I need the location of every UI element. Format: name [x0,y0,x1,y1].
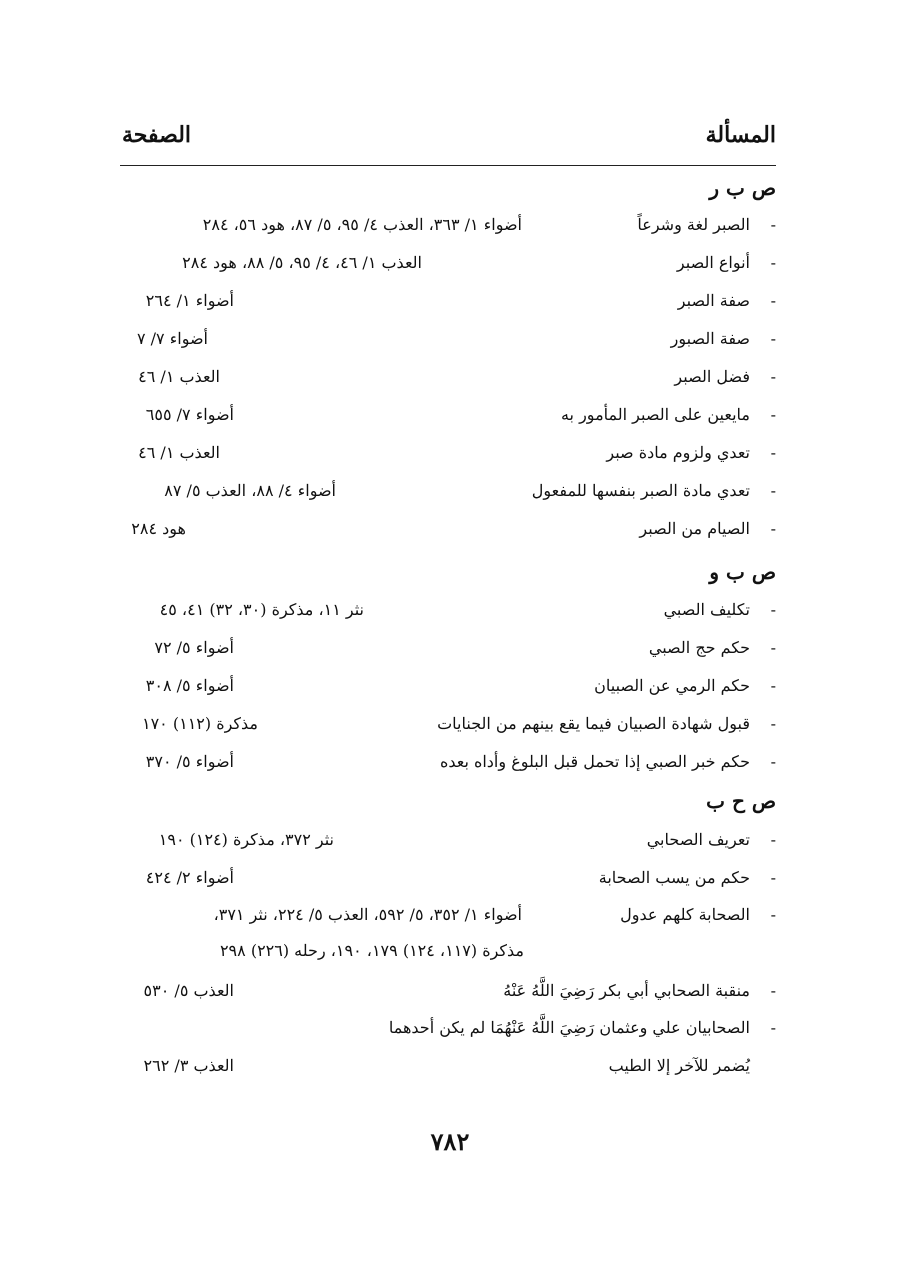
entry-reference: أضواء ١/ ٣٦٣، العذب ٤/ ٩٥، ٥/ ٨٧، هود ٥٦، ٢٨٤ [202,215,522,234]
page-number: ٧٨٢ [430,1127,470,1156]
entry-topic: منقبة الصحابي أبي بكر رَضِيَ اللَّهُ عَنْهُ [503,981,750,1000]
index-entry-continuation [118,1052,776,1082]
entry-dash: - [770,253,776,272]
entry-reference: هود ٢٨٤ [131,519,186,538]
entry-topic: حكم خبر الصبي إذا تحمل قبل البلوغ وأداه بعده [439,752,750,771]
entry-reference-continuation: مذكرة (١١٧، ١٢٤) ١٧٩، ١٩٠، رحله (٢٢٦) ٢٩٨ [219,941,524,960]
entry-reference: العذب ٥/ ٥٣٠ [143,981,234,1000]
entry-topic-continuation: يُضمر للآخر إلا الطيب [608,1056,750,1075]
entry-dash: - [770,291,776,310]
entry-reference: العذب ٣/ ٢٦٢ [143,1056,234,1075]
index-entry [118,634,776,664]
index-entry [118,515,776,545]
index-entry [118,325,776,355]
entry-dash: - [770,519,776,538]
index-entry [118,1014,776,1044]
entry-reference: أضواء ٧/ ٧ [136,329,208,348]
section-heading: ص ح ب [706,789,776,813]
entry-reference: نثر ١١، مذكرة (٣٠، ٣٢) ٤١، ٤٥ [159,600,364,619]
index-entry [118,864,776,894]
entry-dash: - [770,830,776,849]
entry-dash: - [770,367,776,386]
header-rule [120,165,776,166]
entry-dash: - [770,329,776,348]
column-header-issue: المسألة [705,122,776,148]
entry-reference: أضواء ٢/ ٤٢٤ [145,868,234,887]
entry-dash: - [770,481,776,500]
index-entry [118,672,776,702]
index-entry [118,748,776,778]
entry-topic: الصحابة كلهم عدول [620,905,750,924]
entry-topic: صفة الصبور [670,329,750,348]
entry-dash: - [770,676,776,695]
entry-topic: فضل الصبر [674,367,750,386]
entry-reference: أضواء ٤/ ٨٨، العذب ٥/ ٨٧ [164,481,336,500]
entry-dash: - [770,868,776,887]
index-entry [118,477,776,507]
column-header-page: الصفحة [122,122,192,148]
entry-reference: أضواء ١/ ٢٦٤ [145,291,234,310]
entry-topic: حكم من يسب الصحابة [598,868,750,887]
entry-dash: - [770,443,776,462]
entry-reference: أضواء ٧/ ٦٥٥ [145,405,234,424]
entry-topic: الصبر لغة وشرعاً [637,215,750,234]
entry-dash: - [770,638,776,657]
entry-topic: صفة الصبر [677,291,750,310]
entry-reference: أضواء ٥/ ٣٧٠ [145,752,234,771]
section-heading: ص ب ر [709,176,776,200]
entry-reference: العذب ١/ ٤٦ [138,443,220,462]
entry-topic: حكم الرمي عن الصبيان [594,676,750,695]
entry-reference: أضواء ٥/ ٣٠٨ [145,676,234,695]
index-entry [118,596,776,626]
entry-reference: مذكرة (١١٢) ١٧٠ [141,714,258,733]
index-entry [118,977,776,1007]
entry-dash: - [770,600,776,619]
entry-topic: تعدي مادة الصبر بنفسها للمفعول [531,481,750,500]
index-entry [118,826,776,856]
entry-dash: - [770,752,776,771]
entry-topic: حكم حج الصبي [648,638,750,657]
index-entry [118,901,776,931]
entry-reference: أضواء ١/ ٣٥٢، ٥/ ٥٩٢، العذب ٥/ ٢٢٤، نثر ٣٧١، [213,905,522,924]
entry-topic: مايعين على الصبر المأمور به [560,405,750,424]
entry-topic: قبول شهادة الصبيان فيما يقع بينهم من الجنايات [437,714,750,733]
entry-topic: تعريف الصحابي [646,830,750,849]
entry-reference: نثر ٣٧٢، مذكرة (١٢٤) ١٩٠ [158,830,334,849]
index-entry [118,363,776,393]
index-entry [118,249,776,279]
entry-dash: - [770,215,776,234]
entry-topic: أنواع الصبر [676,253,750,272]
entry-topic: الصيام من الصبر [639,519,750,538]
entry-reference: العذب ١/ ٤٦ [138,367,220,386]
entry-dash: - [770,981,776,1000]
entry-dash: - [770,714,776,733]
entry-reference: أضواء ٥/ ٧٢ [154,638,234,657]
section-heading: ص ب و [709,560,776,584]
index-entry [118,710,776,740]
entry-dash: - [770,405,776,424]
entry-topic: تكليف الصبي [663,600,750,619]
entry-dash: - [770,1018,776,1037]
entry-dash: - [770,905,776,924]
entry-topic: تعدي ولزوم مادة صبر [606,443,750,462]
index-entry [118,401,776,431]
entry-reference: العذب ١/ ٤٦، ٤/ ٩٥، ٥/ ٨٨، هود ٢٨٤ [182,253,422,272]
index-entry [118,439,776,469]
index-entry [118,287,776,317]
entry-topic: الصحابيان علي وعثمان رَضِيَ اللَّهُ عَنْهُمَا لم يكن أحدهما [388,1018,750,1037]
index-entry [118,211,776,241]
